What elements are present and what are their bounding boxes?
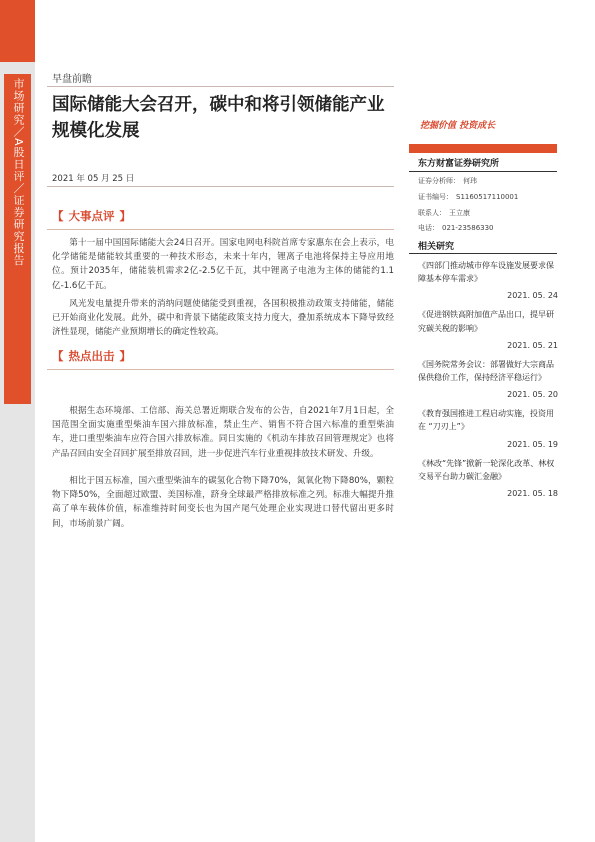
related-headline[interactable]: 《教育强国推进工程启动实施，投资用在 “刀刃上”》 — [418, 409, 554, 432]
list-item[interactable] — [418, 457, 558, 500]
phone-line — [418, 222, 497, 234]
vertical-category-label: 市场研究／A股日评／证券研究报告 — [12, 78, 25, 267]
page-title: 国际储能大会召开，碳中和将引领储能产业规模化发展 — [52, 95, 385, 141]
related-headline[interactable]: 《国务院常务会议：部署做好大宗商品保供稳价工作，保持经济平稳运行》 — [418, 359, 554, 383]
section-divider — [47, 369, 394, 370]
related-headline[interactable]: 《四部门推动城市停车设施发展要求保障基本停车需求》 — [418, 261, 554, 284]
related-date: 2021. 05. 21 — [507, 340, 558, 350]
related-heading: 相关研究 — [418, 242, 455, 252]
bracket-close-icon: 】 — [119, 209, 131, 223]
related-headline[interactable]: 《林改“先锋”掀新一轮深化改革、林权交易平台助力碳汇金融》 — [418, 458, 555, 481]
slogan: 挖掘价值 投资成长 — [420, 121, 496, 131]
section-heading-text: 热点出击 — [68, 349, 115, 363]
related-date: 2021. 05. 18 — [507, 489, 558, 499]
analyst-label: 证券分析师： — [418, 177, 460, 185]
bracket-open-icon: 【 — [52, 209, 64, 223]
report-date: 2021 年 05 月 25 日 — [52, 174, 135, 184]
cert-label: 证书编号： — [418, 193, 453, 201]
list-item[interactable] — [418, 259, 558, 302]
left-band-accent — [0, 0, 35, 62]
title-divider — [47, 86, 394, 87]
bracket-open-icon: 【 — [52, 349, 64, 363]
bracket-close-icon: 】 — [119, 349, 131, 363]
paragraph: 相比于国五标准，国六重型柴油车的碳氢化合物下降70%，氮氧化物下降80%，颗粒物下降50%，全面超过欧盟、美国标准，跻身全球最严格排放标准之列。标准大幅提升推高了单车载体价值，标准维持时间变长也为国产尾气处理企业实现进口替代留出更多时间，市场前景广阔。 — [52, 476, 394, 529]
list-item[interactable] — [418, 358, 558, 401]
related-research-list — [418, 259, 558, 506]
cert-line — [418, 191, 521, 203]
analyst-name: 何玮 — [463, 177, 477, 185]
list-item[interactable] — [418, 308, 558, 351]
analyst-line — [418, 175, 480, 187]
paragraph: 第十一届中国国际储能大会24日召开。国家电网电科院首席专家惠东在会上表示，电化学储能是储能较其重要的一种技术形态，未来十年内，锂离子电池将保持主导应用地位。预计2035年，储能装机需求2亿-2.5亿千瓦，其中锂离子电池为主体的储能约1.1亿-1.6亿千瓦。 — [52, 238, 394, 291]
section-divider — [47, 229, 394, 230]
phone-number: 021-23586330 — [442, 224, 494, 232]
related-date: 2021. 05. 19 — [507, 439, 558, 449]
related-divider — [409, 253, 557, 254]
phone-label: 电话： — [418, 224, 439, 232]
section-heading-hotspots — [52, 346, 152, 366]
panel-accent-bar — [409, 144, 557, 153]
contact-line — [418, 207, 473, 219]
contact-name: 王立康 — [449, 209, 470, 217]
firm-divider — [409, 171, 557, 172]
firm-name: 东方财富证券研究所 — [418, 159, 500, 169]
cert-number: S1160517110001 — [456, 193, 519, 201]
section-heading-events — [52, 206, 152, 226]
related-date: 2021. 05. 20 — [507, 390, 558, 400]
paragraph: 根据生态环境部、工信部、海关总署近期联合发布的公告，自2021年7月1日起，全国范围全面实施重型柴油车国六排放标准，禁止生产、销售不符合国六标准的重型柴油车，进口重型柴油车应符合国六排放标准。同日实施的《机动车排放召回管理规定》也将产品召回由安全召回扩展至排放召回，进一步促进汽车行业重视排放技术研发、升级。 — [52, 406, 394, 459]
paragraph: 风光发电量提升带来的消纳问题使储能受到重视，各国积极推动政策支持储能，储能已开始商业化发展。此外，碳中和背景下储能政策支持力度大，叠加系统成本下降导致经济性显现，储能产业预期增长的确定性较高。 — [52, 299, 394, 338]
contact-label: 联系人： — [418, 209, 446, 217]
related-headline[interactable]: 《促进钢铁高附加值产品出口，提早研究碳关税的影响》 — [418, 310, 554, 333]
section-heading-text: 大事点评 — [68, 209, 115, 223]
report-type: 早盘前瞻 — [52, 74, 92, 85]
date-divider — [47, 186, 394, 187]
related-date: 2021. 05. 24 — [507, 291, 558, 301]
list-item[interactable] — [418, 407, 558, 450]
